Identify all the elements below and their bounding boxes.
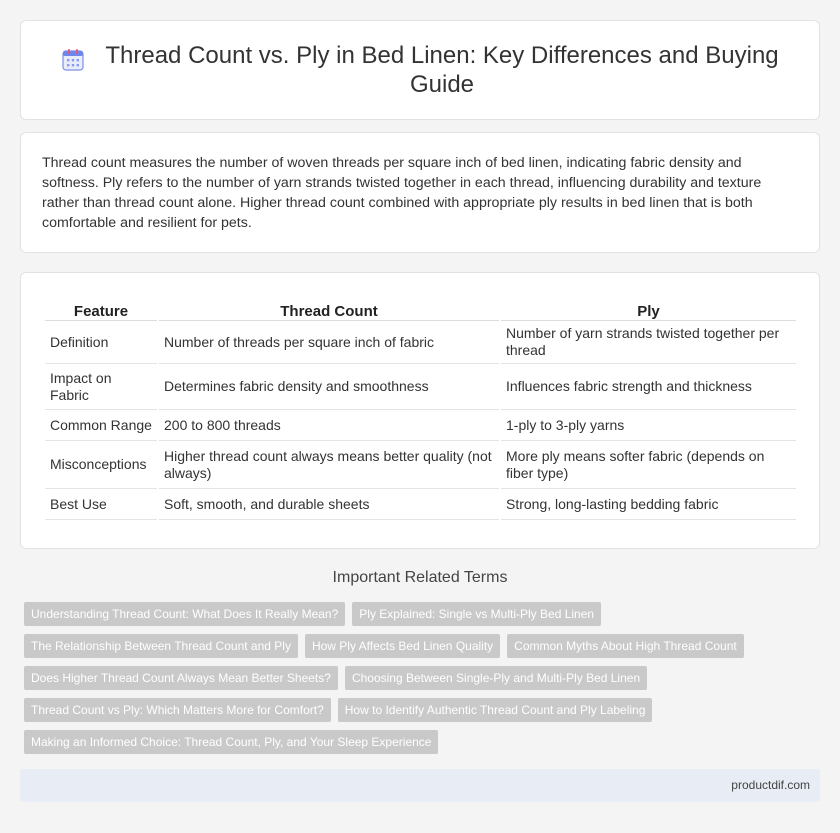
table-row: [45, 441, 796, 489]
intro-text: Thread count measures the number of woven threads per square inch of bed linen, indicating fabric density and softness. Ply refers to the number of yarn strands twisted together in each thread, influencing durability and texture rather than thread count alone. Higher thread count combined with appropriate ply results in bed linen that is both comfortable and resilient for pets.: [42, 155, 762, 231]
comparison-table: [43, 293, 798, 520]
table-cell: Determines fabric density and smoothness: [159, 364, 499, 410]
table-cell: Higher thread count always means better quality (not always): [159, 441, 499, 489]
related-term-link[interactable]: Does Higher Thread Count Always Mean Better Sheets?: [24, 666, 338, 690]
column-header-ply: Ply: [501, 293, 796, 321]
calendar-icon: [60, 47, 86, 73]
table-row: [45, 489, 796, 520]
table-cell: Misconceptions: [45, 441, 157, 489]
footer-site-name[interactable]: productdif.com: [731, 778, 810, 792]
column-header-thread-count: Thread Count: [159, 293, 499, 321]
related-term-link[interactable]: Making an Informed Choice: Thread Count, Ply, and Your Sleep Experience: [24, 730, 438, 754]
table-cell: 200 to 800 threads: [159, 410, 499, 441]
related-terms-title: Important Related Terms: [332, 569, 508, 586]
comparison-table-card: [20, 272, 820, 549]
related-term-link[interactable]: Ply Explained: Single vs Multi-Ply Bed Linen: [352, 602, 601, 626]
table-cell: Common Range: [45, 410, 157, 441]
table-cell: Impact on Fabric: [45, 364, 157, 410]
intro-card: [20, 132, 820, 253]
related-term-link[interactable]: Common Myths About High Thread Count: [507, 634, 744, 658]
table-cell: More ply means softer fabric (depends on fiber type): [501, 441, 796, 489]
table-cell: Strong, long-lasting bedding fabric: [501, 489, 796, 520]
page-title: Thread Count vs. Ply in Bed Linen: Key Differences and Buying Guide: [105, 42, 779, 98]
table-cell: Soft, smooth, and durable sheets: [159, 489, 499, 520]
related-terms-list: [24, 602, 804, 754]
table-row: [45, 410, 796, 441]
table-row: [45, 364, 796, 410]
table-cell: Number of yarn strands twisted together per thread: [501, 321, 796, 364]
footer-bar: [20, 769, 820, 802]
table-cell: Definition: [45, 321, 157, 364]
table-header-row: [45, 293, 796, 321]
column-header-feature: Feature: [45, 293, 157, 321]
related-term-link[interactable]: How Ply Affects Bed Linen Quality: [305, 634, 500, 658]
related-term-link[interactable]: How to Identify Authentic Thread Count and Ply Labeling: [338, 698, 653, 722]
table-row: [45, 321, 796, 364]
related-term-link[interactable]: Choosing Between Single-Ply and Multi-Ply Bed Linen: [345, 666, 647, 690]
related-term-link[interactable]: The Relationship Between Thread Count and Ply: [24, 634, 298, 658]
table-cell: Best Use: [45, 489, 157, 520]
table-cell: Number of threads per square inch of fabric: [159, 321, 499, 364]
related-term-link[interactable]: Thread Count vs Ply: Which Matters More for Comfort?: [24, 698, 331, 722]
table-cell: Influences fabric strength and thickness: [501, 364, 796, 410]
table-cell: 1-ply to 3-ply yarns: [501, 410, 796, 441]
header-content: [60, 41, 780, 99]
related-term-link[interactable]: Understanding Thread Count: What Does It Really Mean?: [24, 602, 345, 626]
header-card: [20, 20, 820, 120]
